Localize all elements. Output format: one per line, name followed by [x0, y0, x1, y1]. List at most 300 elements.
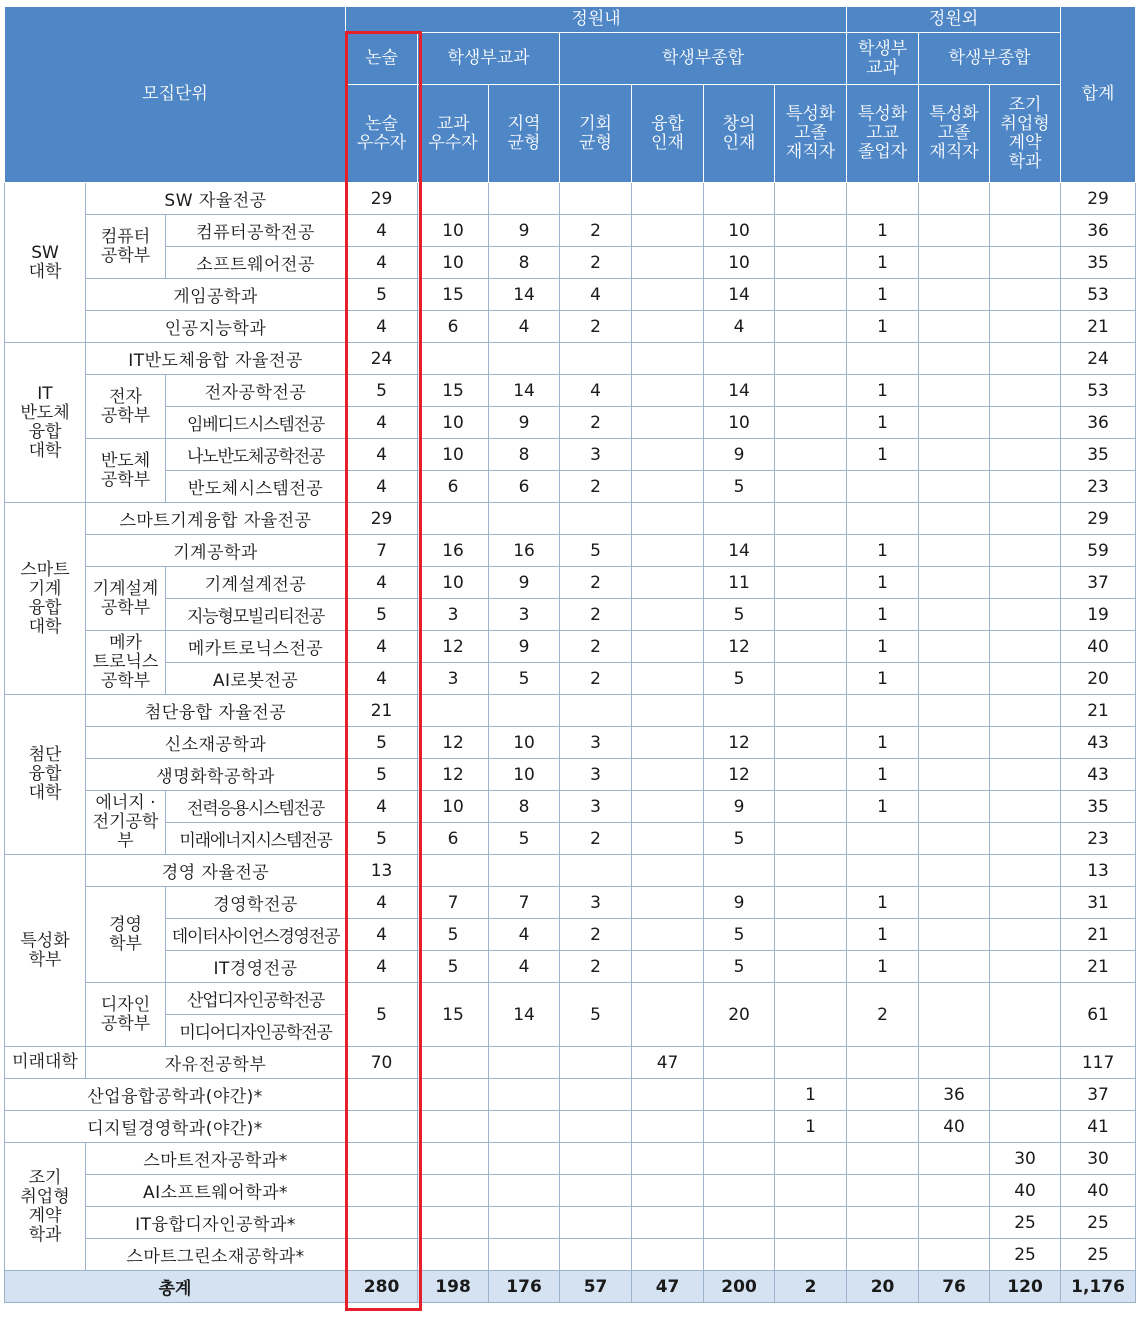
header-type-regional-balance: 지역 균형: [489, 85, 560, 183]
quota-cell: 9: [489, 567, 560, 599]
unit-name: 경영학전공: [166, 887, 346, 919]
table-row: [5, 215, 1136, 247]
quota-cell: 10: [418, 567, 489, 599]
quota-cell: [990, 727, 1061, 759]
quota-cell: [489, 1079, 560, 1111]
division-electronics: 전자 공학부: [86, 375, 166, 439]
quota-cell: [990, 535, 1061, 567]
quota-cell: 6: [418, 823, 489, 855]
header-type-specialized-hs-employed: 특성화 고졸 재직자: [775, 85, 847, 183]
header-type-essay-excellent: 논술 우수자: [346, 85, 418, 183]
row-total-cell: 35: [1061, 247, 1136, 279]
quota-cell: [919, 823, 990, 855]
quota-cell: 1: [775, 1111, 847, 1143]
quota-cell: 40: [990, 1175, 1061, 1207]
quota-cell: [775, 471, 847, 503]
quota-cell: [990, 695, 1061, 727]
row-total-cell: 29: [1061, 183, 1136, 215]
quota-cell: 14: [704, 375, 775, 407]
unit-name: 스마트그린소재공학과*: [86, 1239, 346, 1271]
quota-cell: 15: [418, 279, 489, 311]
quota-cell: [919, 503, 990, 535]
unit-name: IT반도체융합 자율전공: [86, 343, 346, 375]
quota-cell: 4: [346, 407, 418, 439]
quota-cell: [775, 1239, 847, 1271]
quota-cell: [632, 183, 704, 215]
quota-cell: [990, 983, 1061, 1047]
quota-cell: 4: [489, 951, 560, 983]
quota-cell: [847, 183, 919, 215]
quota-cell: [990, 503, 1061, 535]
quota-cell: [990, 407, 1061, 439]
row-total-cell: 25: [1061, 1207, 1136, 1239]
quota-cell: [990, 599, 1061, 631]
division-computer: 컴퓨터 공학부: [86, 215, 166, 279]
row-total-cell: 35: [1061, 439, 1136, 471]
row-total-cell: 40: [1061, 1175, 1136, 1207]
table-row: [5, 631, 1136, 663]
row-total-cell: 43: [1061, 759, 1136, 791]
header-type-subject-excellent: 교과 우수자: [418, 85, 489, 183]
quota-cell: [632, 1111, 704, 1143]
quota-cell: [847, 823, 919, 855]
quota-cell: [775, 535, 847, 567]
quota-cell: [919, 567, 990, 599]
quota-cell: 1: [847, 887, 919, 919]
table-row: [5, 471, 1136, 503]
unit-name: AI소프트웨어학과*: [86, 1175, 346, 1207]
quota-cell: [990, 631, 1061, 663]
quota-cell: 8: [489, 439, 560, 471]
quota-cell: 4: [560, 375, 632, 407]
quota-cell: [418, 1239, 489, 1271]
quota-cell: 12: [704, 727, 775, 759]
quota-cell: [775, 759, 847, 791]
quota-cell: 1: [847, 247, 919, 279]
quota-cell: 5: [704, 919, 775, 951]
quota-cell: 9: [704, 439, 775, 471]
quota-cell: [919, 535, 990, 567]
quota-cell: [489, 1207, 560, 1239]
header-group-record-subject: 학생부교과: [418, 33, 560, 85]
quota-cell: [632, 855, 704, 887]
total-cell: 200: [704, 1271, 775, 1303]
unit-name: 스마트전자공학과*: [86, 1143, 346, 1175]
table-row: [5, 247, 1136, 279]
quota-cell: [704, 855, 775, 887]
quota-cell: [560, 503, 632, 535]
total-cell: 57: [560, 1271, 632, 1303]
table-row: [5, 663, 1136, 695]
table-body: [5, 183, 1136, 1271]
quota-cell: [560, 1207, 632, 1239]
quota-cell: [847, 695, 919, 727]
quota-cell: 13: [346, 855, 418, 887]
quota-cell: [704, 695, 775, 727]
quota-cell: 5: [346, 375, 418, 407]
quota-cell: 5: [704, 663, 775, 695]
quota-cell: [418, 1143, 489, 1175]
quota-cell: 4: [489, 919, 560, 951]
quota-cell: [560, 1143, 632, 1175]
quota-cell: 1: [847, 759, 919, 791]
quota-cell: 14: [489, 279, 560, 311]
quota-cell: [489, 343, 560, 375]
quota-cell: [990, 311, 1061, 343]
row-total-cell: 59: [1061, 535, 1136, 567]
college-sw: SW 대학: [5, 183, 86, 343]
quota-cell: [704, 1143, 775, 1175]
quota-cell: [418, 1175, 489, 1207]
quota-cell: 25: [990, 1207, 1061, 1239]
table-row: [5, 759, 1136, 791]
quota-cell: 12: [418, 631, 489, 663]
total-cell: 2: [775, 1271, 847, 1303]
quota-cell: 1: [847, 215, 919, 247]
quota-cell: [990, 439, 1061, 471]
table-row: [5, 823, 1136, 855]
quota-cell: [990, 471, 1061, 503]
unit-name: AI로봇전공: [166, 663, 346, 695]
quota-cell: 5: [704, 823, 775, 855]
table-row: [5, 279, 1136, 311]
unit-name: 기계설계전공: [166, 567, 346, 599]
quota-cell: [632, 503, 704, 535]
quota-cell: [346, 1175, 418, 1207]
quota-cell: [775, 727, 847, 759]
quota-cell: [919, 311, 990, 343]
quota-cell: [847, 1207, 919, 1239]
table-row: [5, 439, 1136, 471]
quota-cell: 4: [346, 951, 418, 983]
quota-cell: 2: [560, 631, 632, 663]
quota-cell: [632, 1239, 704, 1271]
quota-cell: 4: [346, 247, 418, 279]
quota-cell: [632, 375, 704, 407]
quota-cell: [346, 1079, 418, 1111]
row-total-cell: 36: [1061, 215, 1136, 247]
quota-cell: [704, 1175, 775, 1207]
quota-cell: 5: [346, 599, 418, 631]
quota-cell: 4: [560, 279, 632, 311]
unit-name: 산업융합공학과(야간)*: [5, 1079, 346, 1111]
quota-cell: [346, 1239, 418, 1271]
quota-cell: [847, 503, 919, 535]
total-cell: 120: [990, 1271, 1061, 1303]
quota-cell: [990, 887, 1061, 919]
quota-cell: [775, 343, 847, 375]
quota-cell: 4: [346, 311, 418, 343]
quota-cell: [919, 855, 990, 887]
quota-cell: [775, 215, 847, 247]
quota-cell: 24: [346, 343, 418, 375]
header-group-outer-record-comprehensive: 학생부종합: [919, 33, 1061, 85]
header-type-opportunity-balance: 기회 균형: [560, 85, 632, 183]
quota-cell: [775, 663, 847, 695]
quota-cell: [632, 727, 704, 759]
quota-cell: [632, 887, 704, 919]
quota-cell: 2: [560, 471, 632, 503]
row-total-cell: 37: [1061, 567, 1136, 599]
quota-cell: [775, 919, 847, 951]
quota-cell: [919, 1143, 990, 1175]
quota-cell: [775, 791, 847, 823]
quota-cell: [418, 1047, 489, 1079]
table-row: [5, 375, 1136, 407]
quota-cell: 4: [346, 919, 418, 951]
header-group-essay: 논술: [346, 33, 418, 85]
quota-cell: [990, 855, 1061, 887]
quota-cell: 3: [560, 887, 632, 919]
table-row: [5, 855, 1136, 887]
total-cell: 198: [418, 1271, 489, 1303]
unit-name: SW 자율전공: [86, 183, 346, 215]
quota-cell: [775, 599, 847, 631]
quota-cell: 9: [704, 887, 775, 919]
row-total-cell: 61: [1061, 983, 1136, 1047]
quota-cell: 14: [489, 375, 560, 407]
quota-cell: 36: [919, 1079, 990, 1111]
row-total-cell: 13: [1061, 855, 1136, 887]
quota-cell: 9: [489, 215, 560, 247]
quota-cell: [990, 343, 1061, 375]
quota-cell: [919, 215, 990, 247]
quota-cell: 3: [560, 727, 632, 759]
quota-cell: [990, 567, 1061, 599]
unit-name: 소프트웨어전공: [166, 247, 346, 279]
quota-cell: 2: [560, 951, 632, 983]
quota-cell: 14: [489, 983, 560, 1047]
unit-name: 생명화학공학과: [86, 759, 346, 791]
unit-name: 반도체시스템전공: [166, 471, 346, 503]
quota-cell: 12: [704, 759, 775, 791]
quota-cell: [632, 439, 704, 471]
total-cell: 20: [847, 1271, 919, 1303]
unit-name: 디지털경영학과(야간)*: [5, 1111, 346, 1143]
quota-cell: [775, 407, 847, 439]
quota-cell: [346, 1111, 418, 1143]
quota-cell: [489, 1143, 560, 1175]
quota-cell: [990, 375, 1061, 407]
table-row: [5, 599, 1136, 631]
quota-cell: [560, 1239, 632, 1271]
quota-cell: [847, 1047, 919, 1079]
row-total-cell: 36: [1061, 407, 1136, 439]
quota-cell: [775, 855, 847, 887]
quota-cell: 10: [418, 247, 489, 279]
quota-cell: [704, 1207, 775, 1239]
quota-cell: [489, 855, 560, 887]
quota-cell: [919, 951, 990, 983]
unit-name: 전력응용시스템전공: [166, 791, 346, 823]
quota-cell: [418, 343, 489, 375]
quota-cell: 10: [418, 215, 489, 247]
row-total-cell: 41: [1061, 1111, 1136, 1143]
quota-cell: 1: [847, 439, 919, 471]
quota-cell: 4: [346, 887, 418, 919]
row-total-cell: 19: [1061, 599, 1136, 631]
quota-cell: 4: [704, 311, 775, 343]
college-advanced: 첨단 융합 대학: [5, 695, 86, 855]
header-type-specialized-hs-graduate: 특성화 고교 졸업자: [847, 85, 919, 183]
quota-cell: [775, 375, 847, 407]
quota-cell: 1: [847, 599, 919, 631]
quota-cell: [704, 1047, 775, 1079]
quota-cell: 40: [919, 1111, 990, 1143]
quota-cell: [919, 279, 990, 311]
unit-name: 컴퓨터공학전공: [166, 215, 346, 247]
quota-cell: [919, 1207, 990, 1239]
quota-cell: 29: [346, 183, 418, 215]
quota-cell: 10: [418, 791, 489, 823]
quota-cell: 1: [775, 1079, 847, 1111]
table-row: [5, 311, 1136, 343]
quota-cell: [704, 1239, 775, 1271]
table-row: [5, 727, 1136, 759]
quota-cell: 14: [704, 279, 775, 311]
quota-cell: 2: [560, 247, 632, 279]
quota-cell: 3: [560, 439, 632, 471]
row-total-cell: 43: [1061, 727, 1136, 759]
quota-cell: [704, 503, 775, 535]
row-total-cell: 21: [1061, 695, 1136, 727]
college-smart: 스마트 기계 융합 대학: [5, 503, 86, 695]
quota-cell: 10: [704, 247, 775, 279]
quota-cell: 1: [847, 631, 919, 663]
row-total-cell: 21: [1061, 311, 1136, 343]
quota-cell: [919, 631, 990, 663]
quota-cell: [919, 759, 990, 791]
quota-cell: 47: [632, 1047, 704, 1079]
admission-table-container: [4, 6, 1135, 1303]
quota-cell: 5: [560, 535, 632, 567]
quota-cell: [632, 823, 704, 855]
quota-cell: [919, 599, 990, 631]
quota-cell: 1: [847, 279, 919, 311]
unit-name: 스마트기계융합 자율전공: [86, 503, 346, 535]
unit-name: 미디어디자인공학전공: [166, 1015, 346, 1047]
total-cell: 76: [919, 1271, 990, 1303]
quota-cell: [990, 791, 1061, 823]
quota-cell: 3: [418, 599, 489, 631]
quota-cell: 4: [489, 311, 560, 343]
quota-cell: [489, 1239, 560, 1271]
quota-cell: 2: [560, 823, 632, 855]
grand-total-cell: 1,176: [1061, 1271, 1136, 1303]
quota-cell: [990, 1047, 1061, 1079]
quota-cell: 1: [847, 407, 919, 439]
quota-cell: [632, 599, 704, 631]
quota-cell: 25: [990, 1239, 1061, 1271]
quota-cell: [560, 1079, 632, 1111]
row-total-cell: 23: [1061, 471, 1136, 503]
quota-cell: [632, 791, 704, 823]
quota-cell: 10: [418, 439, 489, 471]
row-total-cell: 31: [1061, 887, 1136, 919]
quota-cell: [990, 823, 1061, 855]
quota-cell: 1: [847, 375, 919, 407]
total-cell: 47: [632, 1271, 704, 1303]
quota-cell: 2: [560, 599, 632, 631]
quota-cell: [418, 183, 489, 215]
quota-cell: 15: [418, 983, 489, 1047]
table-row: [5, 791, 1136, 823]
quota-cell: [919, 471, 990, 503]
quota-cell: [775, 247, 847, 279]
quota-cell: 6: [418, 471, 489, 503]
header-type-convergence-talent: 융합 인재: [632, 85, 704, 183]
quota-cell: [919, 183, 990, 215]
college-it: IT 반도체 융합 대학: [5, 343, 86, 503]
quota-cell: 1: [847, 663, 919, 695]
quota-cell: [489, 1111, 560, 1143]
quota-cell: [632, 247, 704, 279]
table-row: [5, 1111, 1136, 1143]
quota-cell: [847, 855, 919, 887]
table-row: [5, 951, 1136, 983]
quota-cell: [489, 1175, 560, 1207]
quota-cell: 9: [704, 791, 775, 823]
quota-cell: 2: [560, 663, 632, 695]
quota-cell: [990, 215, 1061, 247]
quota-cell: [560, 183, 632, 215]
table-row: [5, 183, 1136, 215]
quota-cell: 10: [704, 215, 775, 247]
table-row: [5, 919, 1136, 951]
header-unit: 모집단위: [5, 7, 346, 183]
quota-cell: [990, 183, 1061, 215]
quota-cell: [775, 1047, 847, 1079]
row-total-cell: 21: [1061, 951, 1136, 983]
quota-cell: [418, 1207, 489, 1239]
table-row: [5, 407, 1136, 439]
quota-cell: [919, 791, 990, 823]
college-early: 조기 취업형 계약 학과: [5, 1143, 86, 1271]
quota-cell: [990, 663, 1061, 695]
quota-cell: [919, 919, 990, 951]
unit-name: 신소재공학과: [86, 727, 346, 759]
table-row: [5, 503, 1136, 535]
quota-cell: [418, 855, 489, 887]
quota-cell: 2: [847, 983, 919, 1047]
quota-cell: 1: [847, 535, 919, 567]
quota-cell: 9: [489, 407, 560, 439]
quota-cell: 30: [990, 1143, 1061, 1175]
quota-cell: 4: [346, 567, 418, 599]
quota-cell: [919, 887, 990, 919]
table-row: [5, 567, 1136, 599]
table-row: [5, 1079, 1136, 1111]
quota-cell: [775, 983, 847, 1047]
division-mechatronics: 메카 트로닉스 공학부: [86, 631, 166, 695]
quota-cell: [990, 1079, 1061, 1111]
admission-quota-table: [4, 6, 1136, 1303]
quota-cell: 12: [418, 727, 489, 759]
quota-cell: 8: [489, 247, 560, 279]
quota-cell: [632, 951, 704, 983]
division-mech-design: 기계설계 공학부: [86, 567, 166, 631]
table-row: [5, 343, 1136, 375]
quota-cell: [919, 695, 990, 727]
unit-name: 인공지능학과: [86, 311, 346, 343]
quota-cell: 1: [847, 311, 919, 343]
quota-cell: [919, 343, 990, 375]
quota-cell: 7: [489, 887, 560, 919]
quota-cell: [775, 439, 847, 471]
quota-cell: 5: [489, 823, 560, 855]
row-total-cell: 35: [1061, 791, 1136, 823]
quota-cell: [704, 343, 775, 375]
